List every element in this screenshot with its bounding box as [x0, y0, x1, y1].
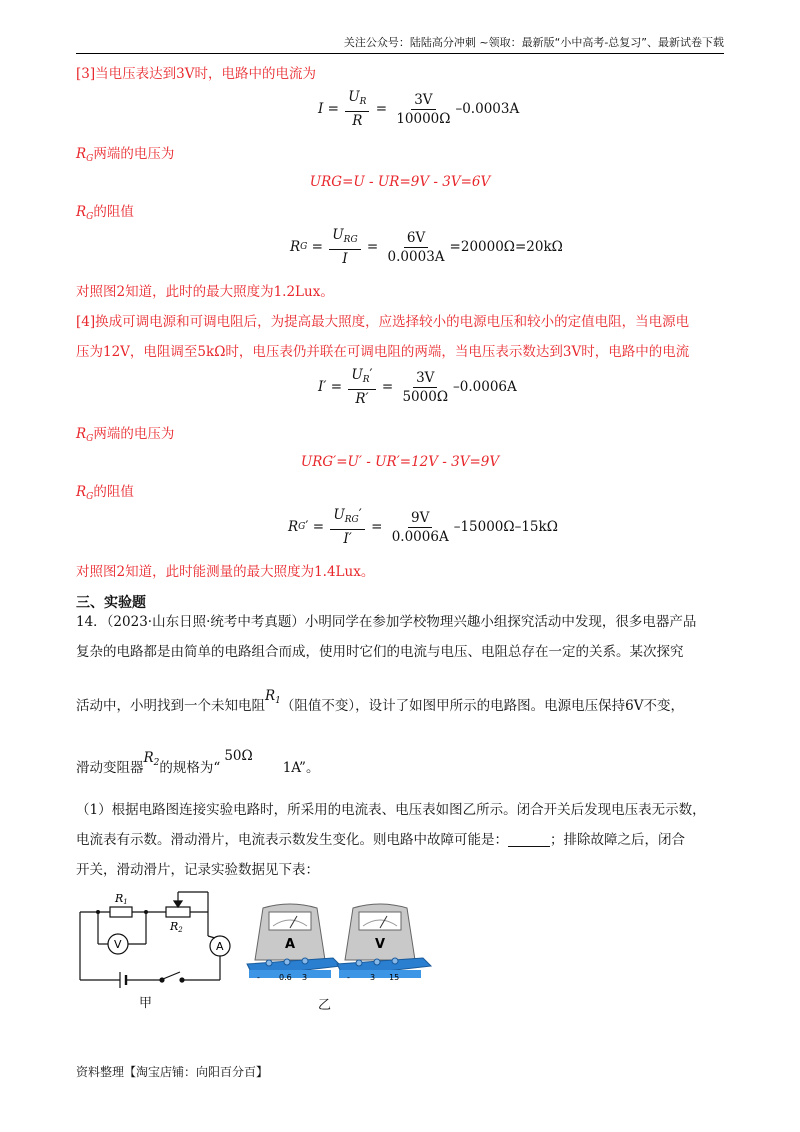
- ammeter-label: A: [216, 940, 224, 953]
- svg-text:15: 15: [389, 973, 400, 982]
- fraction: $\frac{3V}{5000\Omega}$: [402, 369, 449, 405]
- fraction: $\frac{U_R'}{R'}$: [348, 366, 375, 408]
- ammeter-letter: A: [285, 937, 296, 952]
- q14-sub1-line2: 电流表有示数。滑动滑片，电流表示数发生变化。则电路中故障可能是： ；排除故障之后，闭合: [76, 832, 685, 848]
- resistor-r1: [110, 907, 132, 917]
- part3-rg-voltage-label: $R_G$两端的电压为: [76, 146, 175, 164]
- part3-resistance-equation: R G = $\frac{U_{RG}}{I}$ = $\frac{6V}{0.0003A}$ =20000Ω=20kΩ: [290, 227, 563, 267]
- part4-rg-resistance-label: $R_G$的阻值: [76, 484, 134, 502]
- caption-yi: 乙: [318, 998, 332, 1013]
- section-title: 三、实验题: [76, 595, 146, 611]
- svg-text:0.6: 0.6: [279, 973, 292, 982]
- eq-result: =20000Ω=20kΩ: [449, 239, 563, 255]
- part4-conclusion: 对照图2知道，此时能测量的最大照度为1.4Lux。: [76, 564, 375, 580]
- q14-sub1-line1: （1）根据电路图连接实验电路时，所采用的电流表、电压表如图乙所示。闭合开关后发现电压表无示数，: [76, 802, 706, 818]
- part3-current-equation: I = $\frac{U_R}{R}$ = $\frac{3V}{10000\Omega}$ –0.0003A: [318, 89, 520, 129]
- eq-lhs: I: [318, 101, 324, 117]
- r2-label: R2: [170, 920, 183, 934]
- part3-rg-voltage-equation: URG=U - UR=9V - 3V=6V: [309, 174, 491, 190]
- svg-text:3: 3: [302, 973, 308, 982]
- svg-text:-: -: [347, 973, 350, 982]
- caption-jia: 甲: [139, 996, 153, 1011]
- fraction: $\frac{9V}{0.0006A}$: [391, 509, 449, 545]
- fraction: $\frac{U_{RG}'}{I'}$: [330, 506, 364, 548]
- part3-rg-resistance-label: $R_G$的阻值: [76, 204, 134, 222]
- part4-current-equation: I′ = $\frac{U_R'}{R'}$ = $\frac{3V}{5000\Omega}$ –0.0006A: [318, 367, 517, 407]
- voltmeter-label: V: [114, 938, 122, 951]
- q14-sub1-line3: 开关，滑动滑片，记录实验数据见下表：: [76, 862, 319, 878]
- voltmeter-letter: V: [375, 937, 386, 952]
- meters-illustration: [245, 900, 435, 985]
- fraction: $\frac{6V}{0.0003A}$: [387, 229, 445, 265]
- part4-rg-voltage-label: $R_G$两端的电压为: [76, 426, 175, 444]
- resistor-r2: [166, 907, 190, 917]
- part3-intro: [3]当电压表达到3V时，电路中的电流为: [76, 66, 316, 82]
- page-header: 关注公众号：陆陆高分冲刺 ~领取：最新版“小中高考-总复习”、最新试卷下载: [76, 34, 724, 54]
- q14-line3: 活动中，小明找到一个未知电阻$R_1$（阻值不变），设计了如图甲所示的电路图。电源电压保持6V不变，: [76, 688, 684, 714]
- svg-text:3: 3: [370, 973, 376, 982]
- part4-intro-line2: 压为12V，电阻调至5kΩ时，电压表仍并联在可调电阻的两端，当电压表示数达到3V时，电路中的电流: [76, 344, 690, 360]
- q14-line4: 滑动变阻器$R_2$的规格为“50Ω1A”。: [76, 748, 320, 776]
- part3-conclusion: 对照图2知道，此时的最大照度为1.2Lux。: [76, 284, 334, 300]
- fraction: $\frac{U_R}{R}$: [345, 88, 369, 130]
- r1-label: R1: [115, 892, 128, 906]
- answer-blank[interactable]: [508, 832, 550, 847]
- fraction: $\frac{U_{RG}}{I}$: [329, 226, 360, 268]
- eq-result: –0.0003A: [455, 101, 520, 117]
- circuit-diagram: [70, 888, 240, 993]
- q14-line2: 复杂的电路都是由简单的电路组合而成，使用时它们的电流与电压、电阻总存在一定的关系。某次探究: [76, 644, 684, 660]
- q14-line1: 14．（2023·山东日照·统考中考真题）小明同学在参加学校物理兴趣小组探究活动中发现，很多电器产品: [76, 614, 697, 630]
- part4-rg-voltage-equation: URG′=U′ - UR′=12V - 3V=9V: [300, 454, 500, 470]
- fraction: $\frac{3V}{10000\Omega}$: [396, 91, 451, 127]
- part4-intro-line1: [4]换成可调电源和可调电阻后，为提高最大照度，应选择较小的电源电压和较小的定值电阻，当电源电: [76, 314, 690, 330]
- part4-resistance-equation: R G ′ = $\frac{U_{RG}'}{I'}$ = $\frac{9V}{0.0006A}$ –15000Ω–15kΩ: [288, 507, 558, 547]
- svg-text:-: -: [257, 973, 260, 982]
- page-footer: 资料整理【淘宝店铺：向阳百分百】: [76, 1065, 269, 1079]
